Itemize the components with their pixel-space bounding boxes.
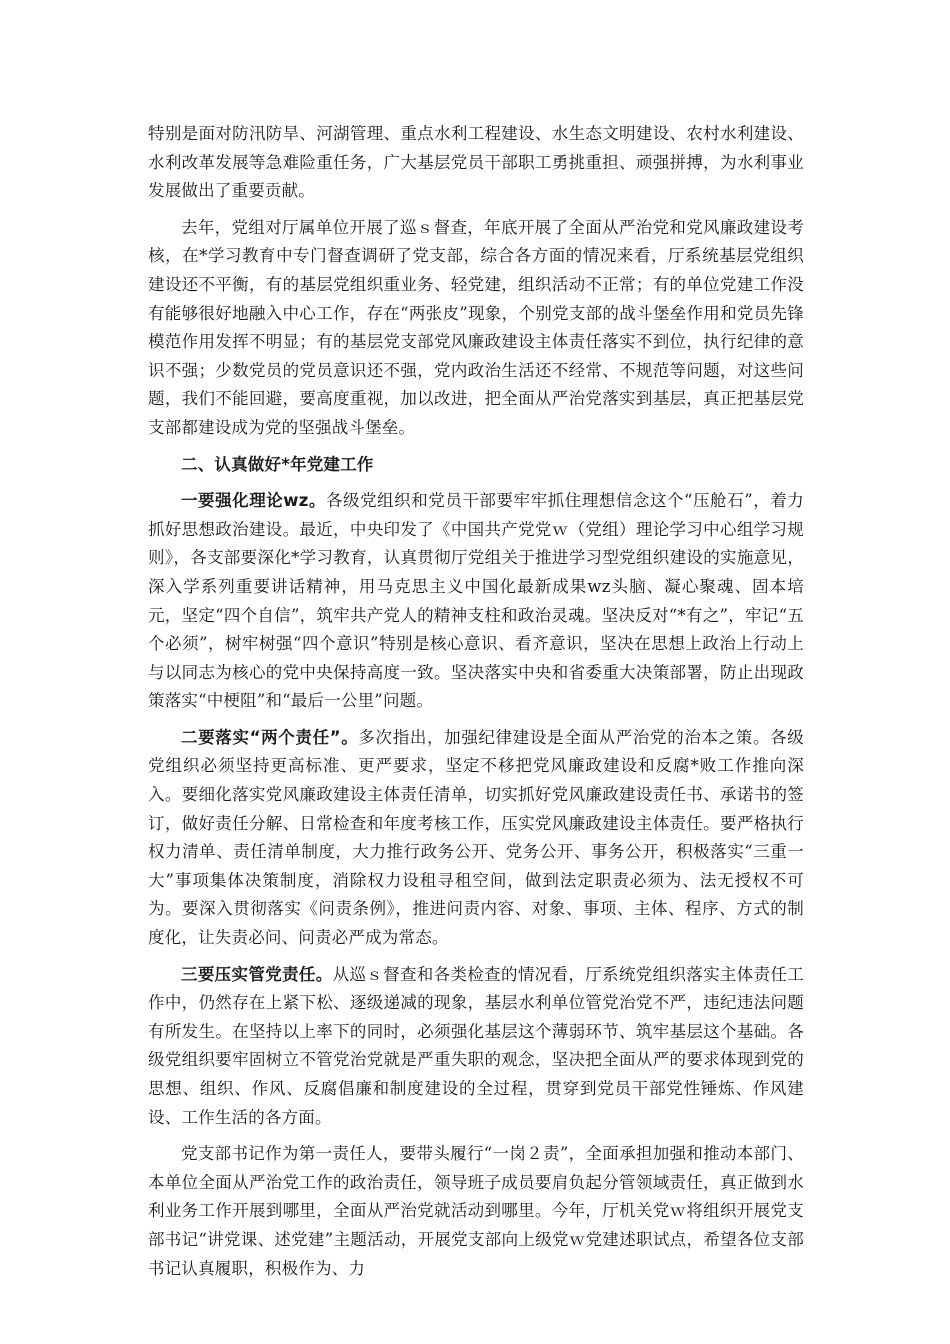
paragraph-two-responsibilities — [148, 724, 804, 953]
paragraph-lead-responsibilities: 二要落实“两个责任”。 — [181, 727, 359, 747]
paragraph-theory — [148, 487, 804, 716]
paragraph-branch-secretary: 党支部书记作为第一责任人，要带头履行“一岗２责”，全面承担加强和推动本部门、本单位全面从严治党工作的政治责任，领导班子成员要肩负起分管领域责任，真正做到水利业务工作开展到哪里，全面从严治党就活动到哪里。今年，厅机关党ｗ将组织开展党支部书记“讲党课、述党建”主题活动，开展党支部向上级党ｗ党建述职试点，希望各位支部书记认真履职，积极作为、力 — [148, 1144, 804, 1278]
paragraph-body-responsibilities: 多次指出，加强纪律建设是全面从严治党的治本之策。各级党组织必须坚持更高标准、更严要求，坚定不移把党风廉政建设和反腐*败工作推向深入。要细化落实党风廉政建设主体责任清单，切实抓好党风廉政建设责任书、承诺书的签订，做好责任分解、日常检查和年度考核工作，压实党风廉政建设主体责任。要严格执行权力清单、责任清单制度，大力推行政务公开、党务公开、事务公开，积极落实“三重一大”事项集体决策制度，消除权力设租寻租空间，做到法定职责必须为、法无授权不可为。要深入贯彻落实《问责条例》，推进问责内容、对象、事项、主体、程序、方式的制度化，让失责必问、问责必严成为常态。 — [148, 727, 804, 948]
paragraph-lead-management: 三要压实管党责任。 — [181, 964, 333, 984]
paragraph-continuation: 特别是面对防汛防旱、河湖管理、重点水利工程建设、水生态文明建设、农村水利建设、水利改革发展等急难险重任务，广大基层党员干部职工勇挑重担、顽强拼搏，为水利事业发展做出了重要贡献。 — [148, 124, 804, 201]
paragraph-lead-theory: 一要强化理论wz。 — [181, 491, 326, 511]
paragraph-body-management: 从巡ｓ督查和各类检查的情况看，厅系统党组织落实主体责任工作中，仍然存在上紧下松、逐级递减的现象，基层水利单位管党治党不严，违纪违法问题有所发生。在坚持以上率下的同时，必须强化基层这个薄弱环节、筑牢基层这个基础。各级党组织要牢固树立不管党治党就是严重失职的观念，坚决把全面从严的要求体现到党的思想、组织、作风、反腐倡廉和制度建设的全过程，贯穿到党员干部党性锤炼、作风建设、工作生活的各方面。 — [148, 964, 804, 1127]
section-heading: 二、认真做好*年党建工作 — [181, 454, 374, 474]
paragraph-last-year-review: 去年，党组对厅属单位开展了巡ｓ督查，年底开展了全面从严治党和党风廉政建设考核，在*学习教育中专门督查调研了党支部，综合各方面的情况来看，厅系统基层党组织建设还不平衡，有的基层党组织重业务、轻党建，组织活动不正常；有的单位党建工作没有能够很好地融入中心工作，存在“两张皮”现象，个别党支部的战斗堡垒作用和党员先锋模范作用发挥不明显；有的基层党支部党风廉政建设主体责任落实不到位，执行纪律的意识不强；少数党员的党员意识还不强，党内政治生活还不经常、不规范等问题，对这些问题，我们不能回避，要高度重视，加以改进，把全面从严治党落实到基层，真正把基层党支部都建设成为党的坚强战斗堡垒。 — [148, 217, 804, 437]
paragraph-body-theory: 各级党组织和党员干部要牢牢抓住理想信念这个“压舱石”，着力抓好思想政治建设。最近，中央印发了《中国共产党党ｗ（党组）理论学习中心组学习规则》，各支部要深化*学习教育，认真贯彻厅党组关于推进学习型党组织建设的实施意见，深入学系列重要讲话精神，用马克思主义中国化最新成果wz头脑、凝心聚魂、固本培元，坚定“四个自信”，筑牢共产党人的精神支柱和政治灵魂。坚决反对“*有之”，牢记“五个必须”，树牢树强“四个意识”特别是核心意识、看齐意识，坚决在思想上政治上行动上与以同志为核心的党中央保持高度一致。坚决落实中央和省委重大决策部署，防止出现政策落实“中梗阻”和“最后一公里”问题。 — [148, 491, 804, 711]
paragraph-party-management — [148, 961, 804, 1133]
document-body — [148, 120, 804, 1291]
